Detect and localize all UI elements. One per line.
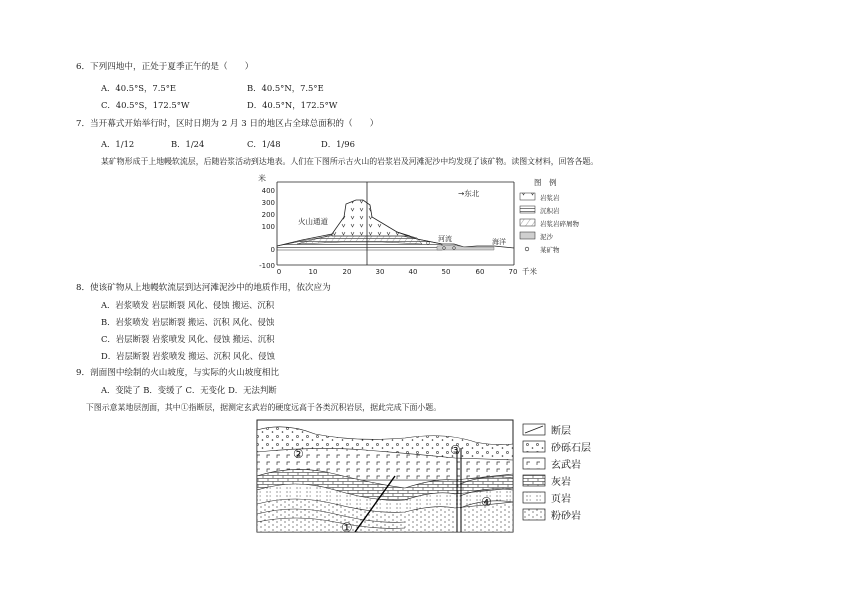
legend-swatch-shale bbox=[523, 492, 545, 503]
y-unit-label: 米 bbox=[258, 174, 266, 183]
legend-limestone: 灰岩 bbox=[551, 477, 571, 488]
legend-swatch-siltstone bbox=[523, 509, 545, 520]
mark-3: ③ bbox=[450, 443, 461, 457]
volcanic-cone bbox=[332, 200, 410, 236]
x-tick-60: 60 bbox=[475, 268, 485, 276]
legend-swatch-gravel bbox=[523, 441, 545, 452]
legend-igneous: 岩浆岩 bbox=[540, 194, 560, 202]
q8-option-c: C．岩层断裂 岩浆喷发 风化、侵蚀 搬运、沉积 bbox=[101, 334, 275, 344]
volcanic-channel-label: 火山通道 bbox=[298, 217, 328, 226]
q8-option-d: D．岩层断裂 岩浆喷发 搬运、沉积 风化、侵蚀 bbox=[101, 351, 275, 361]
section-layers bbox=[257, 427, 513, 532]
x-tick-20: 20 bbox=[342, 268, 352, 276]
direction-label: →东北 bbox=[458, 189, 480, 198]
x-tick-30: 30 bbox=[375, 268, 385, 276]
y-ticks bbox=[259, 187, 275, 270]
q6-option-b: B．40.5°N，7.5°E bbox=[247, 83, 324, 93]
y-tick-300: 300 bbox=[261, 199, 275, 207]
q8-stem: 8．使该矿物从上地幔软流层到达河滩泥沙中的地质作用，依次应为 bbox=[76, 283, 331, 293]
y-tick-0: 0 bbox=[270, 246, 275, 254]
legend-shale: 页岩 bbox=[551, 494, 571, 505]
x-ticks bbox=[277, 268, 518, 276]
legend-gravel: 砂砾石层 bbox=[551, 443, 591, 454]
q7-option-d: D．1/96 bbox=[321, 139, 355, 149]
legend-debris: 岩浆岩碎屑物 bbox=[540, 220, 579, 228]
q8-option-b: B．岩浆喷发 岩层断裂 搬运、沉积 风化、侵蚀 bbox=[101, 317, 275, 327]
q7-option-b: B．1/24 bbox=[171, 139, 205, 149]
legend-swatch-debris bbox=[520, 219, 535, 226]
x-unit-label: 千米 bbox=[522, 267, 537, 276]
q6-stem: 6．下列四地中，正处于夏季正午的是（ ） bbox=[76, 62, 254, 72]
y-tick-400: 400 bbox=[261, 187, 275, 195]
legend-swatch-igneous bbox=[520, 193, 535, 200]
q6-option-c: C．40.5°S，172.5°W bbox=[101, 100, 190, 110]
y-tick-200: 200 bbox=[261, 211, 275, 219]
strata-section-svg bbox=[255, 418, 605, 536]
x-tick-40: 40 bbox=[408, 268, 418, 276]
legend-fault: 断层 bbox=[551, 426, 571, 437]
y-tick-100: 100 bbox=[261, 223, 275, 231]
q6-option-d: D．40.5°N，172.5°W bbox=[247, 100, 338, 110]
x-tick-10: 10 bbox=[308, 268, 318, 276]
legend-mineral: 某矿物 bbox=[540, 246, 560, 254]
q9-stem: 9．剖面图中绘制的火山坡度，与实际的火山坡度相比 bbox=[76, 368, 280, 378]
intro-paragraph-1: 某矿物形成于上地幔软流层，后随岩浆活动到达地表。人们在下图所示古火山的岩浆岩及河滩泥沙中均发现了该矿物。读图文材料，回答各题。 bbox=[101, 157, 599, 166]
q7-stem: 7．当开幕式开始举行时，区时日期为 2 月 3 日的地区占全球总面积的（ ） bbox=[76, 119, 379, 129]
strata-section-figure bbox=[255, 418, 605, 536]
x-tick-0: 0 bbox=[276, 268, 282, 276]
legend-swatch-sedimentary bbox=[520, 206, 535, 213]
q7-option-a: A．1/12 bbox=[101, 139, 135, 149]
q8-option-a: A．岩浆喷发 岩层断裂 风化、侵蚀 搬运、沉积 bbox=[101, 300, 275, 310]
mark-4: ④ bbox=[481, 495, 492, 509]
legend-swatch-limestone bbox=[523, 475, 545, 486]
q9-options: A．变陡了 B．变缓了 C．无变化 D．无法判断 bbox=[101, 385, 277, 395]
x-tick-70: 70 bbox=[508, 268, 518, 276]
mark-1: ① bbox=[341, 521, 353, 536]
legend-sedimentary: 沉积岩 bbox=[540, 207, 560, 215]
legend-basalt: 玄武岩 bbox=[551, 460, 581, 471]
legend-title: 图 例 bbox=[534, 178, 557, 187]
q6-option-a: A．40.5°S，7.5°E bbox=[101, 83, 176, 93]
x-tick-50: 50 bbox=[441, 268, 451, 276]
volcano-profile-svg bbox=[232, 174, 612, 282]
legend-mud: 泥沙 bbox=[540, 233, 553, 241]
strata-legend bbox=[523, 424, 591, 522]
q7-option-c: C．1/48 bbox=[247, 139, 281, 149]
legend-swatch-mineral bbox=[525, 247, 529, 251]
legend-siltstone: 粉砂岩 bbox=[551, 511, 581, 522]
y-tick-minus100: -100 bbox=[259, 262, 275, 270]
mark-2: ② bbox=[293, 447, 304, 461]
river-label: 河流 bbox=[438, 235, 452, 243]
legend-swatch-mud bbox=[520, 232, 535, 239]
ocean-label: 海洋 bbox=[492, 238, 506, 246]
volcano-profile-figure bbox=[232, 174, 612, 282]
legend-swatch-basalt bbox=[523, 458, 545, 469]
intro-paragraph-2: 下图示意某地层剖面，其中①指断层，据测定玄武岩的硬度远高于各类沉积岩层，据此完成下面小题。 bbox=[86, 403, 442, 412]
volcano-legend bbox=[520, 177, 580, 254]
